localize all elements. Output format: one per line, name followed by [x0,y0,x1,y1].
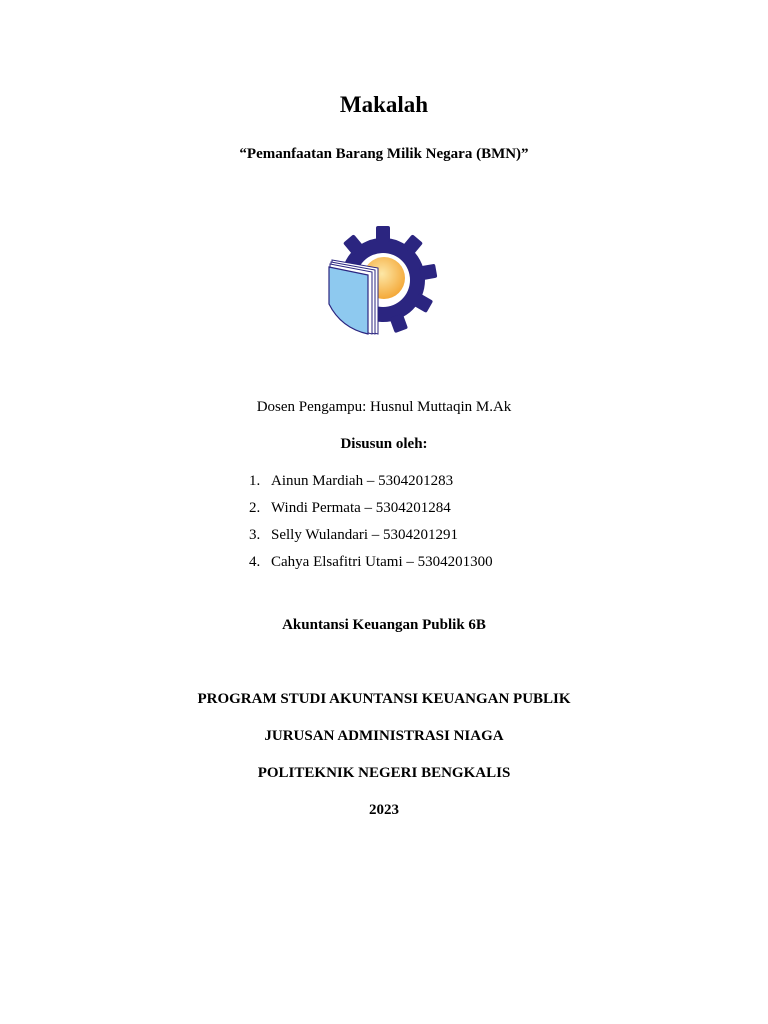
author-number: 4. [249,554,261,570]
author-number: 2. [249,500,261,516]
document-subtitle: “Pemanfaatan Barang Milik Negara (BMN)” [239,146,529,162]
class-name: Akuntansi Keuangan Publik 6B [282,617,486,633]
study-program: PROGRAM STUDI AKUNTANSI KEUANGAN PUBLIK [197,691,571,707]
lecturer-line: Dosen Pengampu: Husnul Muttaqin M.Ak [256,399,512,415]
author-name: Selly Wulandari – 5304201291 [271,527,459,543]
document-title: Makalah [339,92,429,117]
department: JURUSAN ADMINISTRASI NIAGA [264,728,504,744]
list-item [249,497,493,524]
list-item [249,524,493,551]
author-name: Ainun Mardiah – 5304201283 [271,473,454,489]
institution: POLITEKNIK NEGERI BENGKALIS [257,765,511,781]
author-list [249,470,493,578]
list-item [249,470,493,497]
author-name: Windi Permata – 5304201284 [271,500,451,516]
institution-logo-icon [326,224,438,336]
compiled-by-heading: Disusun oleh: [340,436,428,452]
year: 2023 [369,802,399,818]
author-name: Cahya Elsafitri Utami – 5304201300 [271,554,493,570]
author-number: 1. [249,473,261,489]
list-item [249,551,493,578]
author-number: 3. [249,527,261,543]
